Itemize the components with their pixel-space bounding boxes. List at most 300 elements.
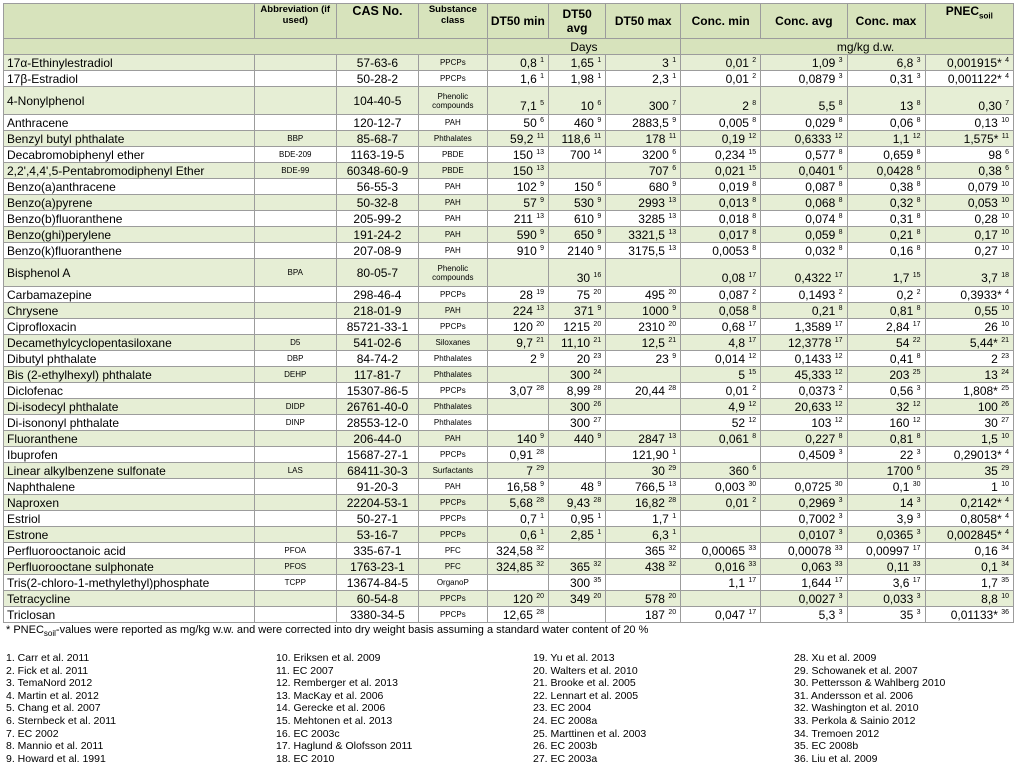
cmin-cell bbox=[681, 87, 761, 115]
reference-superscript: 8 bbox=[916, 244, 921, 252]
substance-class-cell: Phthalates bbox=[419, 131, 488, 147]
table-row bbox=[4, 195, 1014, 211]
reference-superscript: 6 bbox=[916, 464, 921, 472]
cavg-cell bbox=[761, 495, 847, 511]
pnec-cell bbox=[925, 195, 1013, 211]
value: 3,7 bbox=[981, 271, 998, 285]
dmin-cell bbox=[487, 495, 548, 511]
value: 365 bbox=[644, 543, 665, 558]
dmin-cell bbox=[487, 319, 548, 335]
cmin-cell bbox=[681, 147, 761, 163]
value: 0,8058* bbox=[960, 511, 1002, 526]
cmin-cell bbox=[681, 543, 761, 559]
substance-class-cell: Phthalates bbox=[419, 367, 488, 383]
value: 140 bbox=[516, 431, 537, 446]
abbreviation-cell bbox=[254, 55, 336, 71]
substance-class-cell: Phthalates bbox=[419, 415, 488, 431]
abbreviation-cell bbox=[254, 303, 336, 319]
value: 26 bbox=[984, 319, 998, 334]
value: 1,644 bbox=[801, 575, 832, 590]
table-row bbox=[4, 55, 1014, 71]
value: 300 bbox=[570, 415, 591, 430]
cmin-cell bbox=[681, 527, 761, 543]
reference-superscript: 4 bbox=[1005, 288, 1009, 296]
value: 2,85 bbox=[570, 527, 594, 542]
cmin-cell bbox=[681, 447, 761, 463]
reference-superscript: 3 bbox=[838, 56, 843, 64]
reference-superscript: 12 bbox=[748, 400, 757, 408]
reference-superscript: 8 bbox=[916, 212, 921, 220]
dmin-cell bbox=[487, 227, 548, 243]
reference-superscript: 27 bbox=[593, 416, 602, 424]
value: 75 bbox=[576, 287, 591, 302]
reference-superscript: 8 bbox=[752, 228, 757, 236]
abbreviation-cell: BPA bbox=[254, 259, 336, 287]
reference-superscript: 3 bbox=[916, 512, 921, 520]
davg-cell bbox=[549, 511, 606, 527]
reference-superscript: 34 bbox=[1001, 560, 1009, 568]
cmax-cell bbox=[847, 607, 925, 623]
dmax-cell bbox=[606, 163, 681, 179]
reference-superscript: 10 bbox=[1001, 180, 1009, 188]
compound-name: Di-isodecyl phthalate bbox=[4, 399, 255, 415]
reference-superscript: 28 bbox=[668, 384, 677, 392]
cavg-cell bbox=[761, 131, 847, 147]
value: 59,2 bbox=[510, 131, 534, 146]
reference-superscript: 13 bbox=[668, 480, 677, 488]
reference-superscript: 26 bbox=[1001, 400, 1009, 408]
cavg-cell bbox=[761, 335, 847, 351]
value: 0,30 bbox=[978, 99, 1002, 113]
dmin-cell bbox=[487, 447, 548, 463]
reference-superscript: 3 bbox=[916, 608, 921, 616]
reference-superscript: 20 bbox=[536, 320, 545, 328]
davg-cell bbox=[549, 319, 606, 335]
value: 1,808* bbox=[963, 383, 998, 398]
value: 1,7 bbox=[981, 575, 998, 590]
table-row bbox=[4, 447, 1014, 463]
reference-item: 11. EC 2007 bbox=[276, 664, 334, 677]
value: 0,018 bbox=[718, 211, 749, 226]
reference-item: 1. Carr et al. 2011 bbox=[6, 652, 90, 664]
substance-class-cell: PAH bbox=[419, 179, 488, 195]
reference-superscript: 3 bbox=[838, 72, 843, 80]
reference-superscript: 12 bbox=[912, 132, 921, 140]
value: 0,28 bbox=[974, 211, 998, 226]
reference-superscript: 3 bbox=[838, 512, 843, 520]
reference-item: 36. Liu et al. 2009 bbox=[794, 752, 878, 765]
compound-name: Fluoranthene bbox=[4, 431, 255, 447]
reference-superscript: 21 bbox=[593, 336, 602, 344]
value: 0,019 bbox=[718, 179, 749, 194]
cmax-cell bbox=[847, 259, 925, 287]
value: 0,001122* bbox=[947, 71, 1002, 86]
compound-name: Chrysene bbox=[4, 303, 255, 319]
compound-name: Diclofenac bbox=[4, 383, 255, 399]
reference-item: 33. Perkola & Sainio 2012 bbox=[794, 714, 916, 727]
davg-cell bbox=[549, 543, 606, 559]
dmax-cell bbox=[606, 259, 681, 287]
dmax-cell bbox=[606, 607, 681, 623]
abbreviation-cell bbox=[254, 607, 336, 623]
value: 211 bbox=[513, 211, 533, 226]
cmax-cell bbox=[847, 227, 925, 243]
dmin-cell bbox=[487, 559, 548, 575]
value: 440 bbox=[573, 431, 594, 446]
value: 0,058 bbox=[718, 303, 749, 318]
reference-superscript: 20 bbox=[593, 592, 602, 600]
reference-item: 31. Andersson et al. 2006 bbox=[794, 689, 914, 702]
davg-cell bbox=[549, 243, 606, 259]
cmin-cell bbox=[681, 511, 761, 527]
cmin-cell bbox=[681, 431, 761, 447]
cas-cell: 57-63-6 bbox=[336, 55, 418, 71]
reference-superscript: 24 bbox=[1001, 368, 1009, 376]
pnec-cell bbox=[925, 71, 1013, 87]
cas-cell: 56-55-3 bbox=[336, 179, 418, 195]
value: 4,8 bbox=[728, 335, 746, 350]
reference-superscript: 6 bbox=[752, 464, 757, 472]
cmax-cell bbox=[847, 447, 925, 463]
reference-superscript: 18 bbox=[1001, 272, 1009, 279]
cmax-cell bbox=[847, 303, 925, 319]
value: 0,014 bbox=[715, 351, 746, 366]
value: 178 bbox=[645, 131, 666, 146]
dmin-cell bbox=[487, 383, 548, 399]
reference-superscript: 6 bbox=[1005, 164, 1009, 172]
table-row bbox=[4, 495, 1014, 511]
reference-item: 17. Haglund & Olofsson 2011 bbox=[276, 740, 413, 753]
value: 590 bbox=[516, 227, 537, 242]
reference-superscript: 17 bbox=[748, 576, 757, 584]
value: 5,68 bbox=[509, 495, 533, 510]
cmax-cell bbox=[847, 463, 925, 479]
table-row bbox=[4, 559, 1014, 575]
value: 5 bbox=[738, 367, 746, 382]
cas-cell: 218-01-9 bbox=[336, 303, 418, 319]
value: 150 bbox=[573, 179, 594, 194]
reference-superscript: 32 bbox=[668, 544, 677, 552]
reference-item: 10. Eriksen et al. 2009 bbox=[276, 652, 381, 664]
substance-class-cell: Siloxanes bbox=[419, 335, 488, 351]
header-conc-avg: Conc. avg bbox=[761, 4, 847, 39]
reference-superscript: 17 bbox=[748, 608, 757, 616]
cavg-cell bbox=[761, 399, 847, 415]
compound-name: Benzo(a)pyrene bbox=[4, 195, 255, 211]
cmax-cell bbox=[847, 511, 925, 527]
value: 3285 bbox=[638, 211, 665, 226]
value: 0,033 bbox=[883, 591, 914, 606]
reference-superscript: 13 bbox=[536, 164, 545, 172]
reference-superscript: 4 bbox=[1005, 528, 1009, 536]
value: 0,059 bbox=[805, 227, 836, 242]
cmax-cell bbox=[847, 71, 925, 87]
reference-superscript: 8 bbox=[838, 244, 843, 252]
cmax-cell bbox=[847, 367, 925, 383]
reference-superscript: 23 bbox=[593, 352, 602, 360]
value: 0,3933* bbox=[960, 287, 1002, 302]
reference-item: 32. Washington et al. 2010 bbox=[794, 702, 919, 715]
abbreviation-cell: BDE-99 bbox=[254, 163, 336, 179]
cas-cell: 206-44-0 bbox=[336, 431, 418, 447]
value: 0,08 bbox=[721, 271, 746, 285]
dmax-cell bbox=[606, 591, 681, 607]
cmax-cell bbox=[847, 115, 925, 131]
cmin-cell bbox=[681, 131, 761, 147]
value: 0,00078 bbox=[787, 543, 832, 558]
cmin-cell bbox=[681, 399, 761, 415]
dmin-cell bbox=[487, 415, 548, 431]
value: 0,074 bbox=[805, 211, 836, 226]
value: 0,005 bbox=[718, 115, 749, 130]
cmin-cell bbox=[681, 179, 761, 195]
substance-class-cell: PAH bbox=[419, 303, 488, 319]
cmin-cell bbox=[681, 71, 761, 87]
reference-superscript: 24 bbox=[593, 368, 602, 376]
reference-superscript: 6 bbox=[672, 164, 677, 172]
value: 360 bbox=[728, 463, 749, 478]
reference-superscript: 2 bbox=[916, 288, 921, 296]
table-row bbox=[4, 287, 1014, 303]
value: 20 bbox=[576, 351, 591, 366]
davg-cell bbox=[549, 383, 606, 399]
pnec-cell bbox=[925, 163, 1013, 179]
reference-superscript: 13 bbox=[536, 148, 545, 156]
value: 30 bbox=[651, 463, 665, 478]
value: 1,65 bbox=[570, 55, 594, 70]
value: 0,81 bbox=[889, 303, 914, 318]
davg-cell bbox=[549, 527, 606, 543]
value: 1,09 bbox=[811, 55, 836, 70]
cmin-cell bbox=[681, 335, 761, 351]
reference-superscript: 10 bbox=[1001, 228, 1009, 236]
abbreviation-cell bbox=[254, 319, 336, 335]
dmax-cell bbox=[606, 351, 681, 367]
substance-class-cell: PPCPs bbox=[419, 607, 488, 623]
pnec-cell bbox=[925, 259, 1013, 287]
cmax-cell bbox=[847, 287, 925, 303]
reference-superscript: 1 bbox=[672, 512, 677, 520]
value: 102 bbox=[516, 179, 537, 194]
reference-superscript: 9 bbox=[540, 180, 545, 188]
value: 5,5 bbox=[818, 99, 836, 113]
value: 2140 bbox=[567, 243, 594, 258]
header-abbreviation: Abbreviation (if used) bbox=[254, 4, 336, 39]
dmin-cell bbox=[487, 303, 548, 319]
cas-cell: 85721-33-1 bbox=[336, 319, 418, 335]
substance-class-cell: OrganoP bbox=[419, 575, 488, 591]
cmin-cell bbox=[681, 227, 761, 243]
dmax-cell bbox=[606, 463, 681, 479]
cmin-cell bbox=[681, 575, 761, 591]
cas-cell: 53-16-7 bbox=[336, 527, 418, 543]
value: 0,13 bbox=[974, 115, 998, 130]
value: 14 bbox=[899, 495, 914, 510]
value: 2 bbox=[530, 351, 537, 366]
value: 8,99 bbox=[566, 383, 591, 398]
reference-superscript: 8 bbox=[838, 432, 843, 440]
pnec-cell bbox=[925, 447, 1013, 463]
reference-superscript: 21 bbox=[1001, 336, 1009, 344]
compound-name: Benzo(ghi)perylene bbox=[4, 227, 255, 243]
cmax-cell bbox=[847, 479, 925, 495]
reference-superscript: 11 bbox=[1001, 132, 1009, 140]
value: 0,047 bbox=[715, 607, 746, 622]
reference-superscript: 17 bbox=[748, 272, 757, 279]
cavg-cell bbox=[761, 591, 847, 607]
substance-class-cell: Phenolic compounds bbox=[419, 87, 488, 115]
cas-cell: 26761-40-0 bbox=[336, 399, 418, 415]
reference-superscript: 10 bbox=[1001, 320, 1009, 328]
value: 10 bbox=[580, 99, 594, 113]
reference-superscript: 9 bbox=[672, 116, 677, 124]
cmax-cell bbox=[847, 319, 925, 335]
value: 0,81 bbox=[889, 431, 914, 446]
reference-superscript: 8 bbox=[752, 180, 757, 188]
reference-item: 25. Marttinen et al. 2003 bbox=[533, 727, 647, 740]
reference-item: 21. Brooke et al. 2005 bbox=[533, 677, 636, 690]
abbreviation-cell bbox=[254, 479, 336, 495]
value: 98 bbox=[988, 147, 1002, 162]
value: 0,38 bbox=[889, 179, 914, 194]
reference-superscript: 5 bbox=[540, 100, 545, 107]
units-days: Days bbox=[487, 39, 680, 55]
pnec-cell bbox=[925, 319, 1013, 335]
value: 7 bbox=[526, 463, 533, 478]
table-row bbox=[4, 259, 1014, 287]
reference-superscript: 8 bbox=[838, 304, 843, 312]
reference-superscript: 8 bbox=[838, 196, 843, 204]
value: 0,021 bbox=[715, 163, 746, 178]
reference-superscript: 10 bbox=[1001, 592, 1009, 600]
reference-superscript: 3 bbox=[916, 72, 921, 80]
compound-name: Naphthalene bbox=[4, 479, 255, 495]
reference-item: 23. EC 2004 bbox=[533, 702, 592, 715]
value: 0,2 bbox=[896, 287, 914, 302]
reference-superscript: 9 bbox=[597, 228, 602, 236]
value: 3,07 bbox=[509, 383, 533, 398]
table-row bbox=[4, 607, 1014, 623]
reference-item: 29. Schowanek et al. 2007 bbox=[794, 664, 918, 677]
reference-column bbox=[794, 652, 945, 765]
header-conc-min: Conc. min bbox=[681, 4, 761, 39]
value: 5,44* bbox=[969, 335, 998, 350]
value: 2 bbox=[742, 99, 749, 113]
value: 0,1 bbox=[981, 559, 998, 574]
reference-item: 27. EC 2003a bbox=[533, 752, 598, 765]
cmax-cell bbox=[847, 243, 925, 259]
reference-item: 19. Yu et al. 2013 bbox=[533, 652, 615, 664]
abbreviation-cell bbox=[254, 591, 336, 607]
dmax-cell bbox=[606, 511, 681, 527]
value: 0,01 bbox=[725, 383, 749, 398]
table-row bbox=[4, 243, 1014, 259]
reference-superscript: 3 bbox=[838, 592, 843, 600]
davg-cell bbox=[549, 447, 606, 463]
cas-cell: 207-08-9 bbox=[336, 243, 418, 259]
reference-superscript: 8 bbox=[752, 212, 757, 220]
reference-superscript: 19 bbox=[536, 288, 545, 296]
value: 0,6333 bbox=[794, 131, 832, 146]
substance-class-cell: PBDE bbox=[419, 147, 488, 163]
reference-superscript: 28 bbox=[593, 384, 602, 392]
pnec-cell bbox=[925, 479, 1013, 495]
footnote bbox=[6, 624, 649, 639]
reference-superscript: 3 bbox=[838, 496, 843, 504]
reference-superscript: 1 bbox=[540, 528, 545, 536]
pnec-cell bbox=[925, 575, 1013, 591]
reference-superscript: 4 bbox=[1005, 512, 1009, 520]
compound-name: Triclosan bbox=[4, 607, 255, 623]
reference-superscript: 3 bbox=[916, 592, 921, 600]
reference-superscript: 13 bbox=[668, 212, 677, 220]
reference-superscript: 8 bbox=[838, 116, 843, 124]
cas-cell: 60-54-8 bbox=[336, 591, 418, 607]
dmin-cell bbox=[487, 543, 548, 559]
data-table bbox=[3, 3, 1014, 623]
reference-superscript: 3 bbox=[838, 448, 843, 456]
abbreviation-cell bbox=[254, 495, 336, 511]
header-cas: CAS No. bbox=[336, 4, 418, 39]
table-row bbox=[4, 383, 1014, 399]
cmax-cell bbox=[847, 335, 925, 351]
dmax-cell bbox=[606, 195, 681, 211]
pnec-cell bbox=[925, 383, 1013, 399]
reference-superscript: 2 bbox=[752, 56, 757, 64]
value: 324,58 bbox=[496, 543, 533, 558]
value: 0,55 bbox=[974, 303, 998, 318]
reference-superscript: 30 bbox=[912, 480, 921, 488]
reference-superscript: 8 bbox=[752, 116, 757, 124]
value: 0,0879 bbox=[798, 71, 836, 86]
value: 0,0027 bbox=[798, 591, 836, 606]
value: 2310 bbox=[638, 319, 665, 334]
cavg-cell bbox=[761, 607, 847, 623]
value: 0,7002 bbox=[798, 511, 836, 526]
pnec-cell bbox=[925, 431, 1013, 447]
cavg-cell bbox=[761, 351, 847, 367]
value: 460 bbox=[573, 115, 594, 130]
table-row bbox=[4, 479, 1014, 495]
reference-superscript: 20 bbox=[593, 320, 602, 328]
value: 700 bbox=[570, 147, 591, 162]
pnec-cell bbox=[925, 511, 1013, 527]
table-row bbox=[4, 415, 1014, 431]
cas-cell: 120-12-7 bbox=[336, 115, 418, 131]
value: 3175,5 bbox=[628, 243, 665, 258]
substance-class-cell: Surfactants bbox=[419, 463, 488, 479]
cmax-cell bbox=[847, 87, 925, 115]
davg-cell bbox=[549, 211, 606, 227]
reference-superscript: 16 bbox=[593, 272, 602, 279]
dmin-cell bbox=[487, 243, 548, 259]
dmin-cell bbox=[487, 115, 548, 131]
value: 2 bbox=[991, 351, 998, 366]
value: 1,98 bbox=[570, 71, 594, 86]
cavg-cell bbox=[761, 319, 847, 335]
reference-superscript: 9 bbox=[597, 212, 602, 220]
cas-cell: 104-40-5 bbox=[336, 87, 418, 115]
abbreviation-cell: PFOA bbox=[254, 543, 336, 559]
cmin-cell bbox=[681, 211, 761, 227]
cmax-cell bbox=[847, 163, 925, 179]
abbreviation-cell bbox=[254, 87, 336, 115]
reference-superscript: 1 bbox=[540, 56, 545, 64]
davg-cell bbox=[549, 479, 606, 495]
substance-class-cell: PPCPs bbox=[419, 383, 488, 399]
reference-superscript: 17 bbox=[834, 320, 843, 328]
reference-superscript: 34 bbox=[1001, 544, 1009, 552]
